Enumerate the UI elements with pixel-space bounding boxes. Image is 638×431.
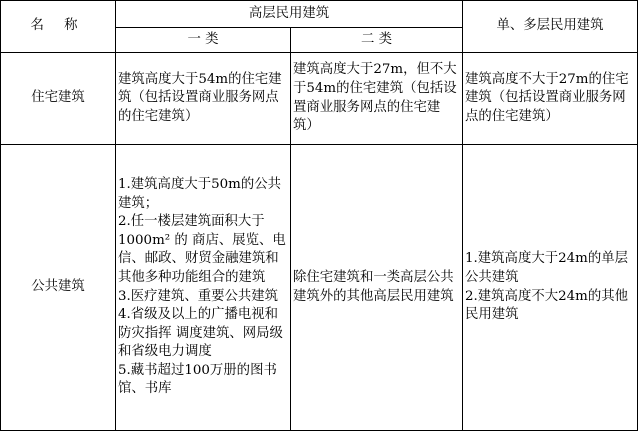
row-label-public: 公共建筑 xyxy=(1,145,116,431)
public-single-multi-item: 2.建筑高度不大24m的其他民用建筑 xyxy=(465,288,629,323)
header-class-two: 二 类 xyxy=(291,28,463,53)
public-class-one-item: 3.医疗建筑、重要公共建筑 xyxy=(118,288,279,304)
public-class-one-item: 1.建筑高度大于50m的公共建筑； xyxy=(118,176,282,211)
header-high-rise: 高层民用建筑 xyxy=(116,1,463,28)
public-single-multi xyxy=(463,145,638,431)
public-single-multi-item: 1.建筑高度大于24m的单层公共建筑 xyxy=(465,251,629,285)
public-class-one-item: 2.任一楼层建筑面积大于1000m² 的 商店、展览、电信、邮政、财贸金融建筑和其他多种功能组合的建筑 xyxy=(118,214,286,285)
header-class-one: 一 类 xyxy=(116,28,291,53)
public-class-one-item: 4.省级及以上的广播电视和防灾指挥 调度建筑、网局级和省级电力调度 xyxy=(118,307,283,360)
residential-single-multi: 建筑高度不大于27m的住宅建筑（包括设置商业服务网点的住宅建筑） xyxy=(463,53,638,145)
public-class-one-item: 5.藏书超过100万册的图书馆、书库 xyxy=(118,362,277,397)
header-name: 名 称 xyxy=(1,1,116,53)
public-class-one xyxy=(116,145,291,431)
row-label-residential: 住宅建筑 xyxy=(1,53,116,145)
header-single-multi: 单、多层民用建筑 xyxy=(463,1,638,53)
table-row-residential xyxy=(1,53,638,145)
residential-class-one: 建筑高度大于54m的住宅建筑（包括设置商业服务网点的住宅建筑） xyxy=(116,53,291,145)
residential-class-two: 建筑高度大于27m，但不大于54m的住宅建筑（包括设置商业服务网点的住宅建筑） xyxy=(291,53,463,145)
public-class-two: 除住宅建筑和一类高层公共建筑外的其他高层民用建筑 xyxy=(291,145,463,431)
header-row-1 xyxy=(1,1,638,28)
table-row-public xyxy=(1,145,638,431)
